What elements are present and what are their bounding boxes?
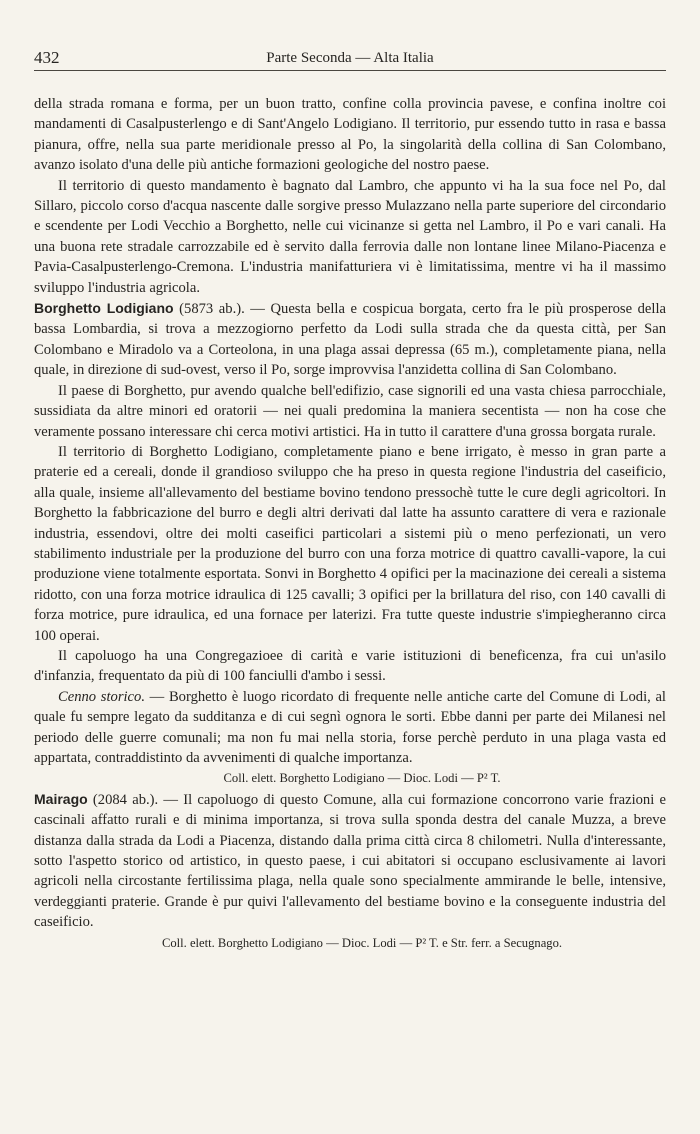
page-number: 432 — [34, 48, 60, 67]
electoral-note: Coll. elett. Borghetto Lodigiano — Dioc. Lodi — P² T. — [223, 771, 501, 786]
running-title: Parte Seconda — Alta Italia — [266, 50, 434, 66]
storico-text: — Borghetto è luogo ricordato di frequente nelle antiche carte del Comune di Lodi, al quale fu sempre legato da sudditanza e di cui segnì ognora le sorti. Ebbe danni per parte dei Milanesi nel periodo delle guerre comunali; ma non fu mai nella storia, forse perchè perduto in una plaga vasta ed appartata, contraddistinto da avvenimenti di qualche importanza. — [34, 688, 666, 766]
entry-heading: Mairago — [34, 790, 88, 807]
entry-text: (5873 ab.). — Questa bella e cospicua borgata, certo fra le più prosperose della bassa Lombardia, si trova a mezzogiorno perfetto da Lodi sulla strada che da questa città, per San Colombano e Miradolo va a Corteolona, in una plaga assai depressa (65 m.), completamente piana, nella quale, in direzione di sud-ovest, verso il Po, sorge improvvisa l'anzidetta collina di San Colombano. — [34, 301, 666, 379]
paragraph-paese: Il paese di Borghetto, pur avendo qualche bell'edifizio, case signorili ed una vasta chiesa parrocchiale, sussidiata da altre minori ed oratorii — nei quali predomina la maniera secentista — non ha cose che veramente possano interessare chi cerca motivi artistici. Ha in tutto il carattere d'una grossa borgata rurale. — [34, 382, 666, 440]
page-header — [34, 44, 666, 71]
entry-heading: Borghetto Lodigiano — [34, 300, 174, 317]
page-body — [34, 94, 666, 953]
paragraph-storico — [34, 687, 666, 769]
storico-label: Cenno storico. — [58, 688, 145, 705]
paragraph-industria: Il territorio di Borghetto Lodigiano, completamente piano e bene irrigato, è messo in gran parte a praterie ed a cereali, donde il grandioso sviluppo che ha preso in questa regione l'industria del caseificio, alla quale, insieme all'allevamento del bestiame bovino tendono pressochè tutte le cure degli agricoltori. In Borghetto la fabbricazione del burro e degli altri derivati dal latte ha assunto carattere di vera e razionale industria, essendovi, oltre dei molti caseifici particolari a sistemi più o meno perfezionati, un vero stabilimento industriale per la produzione del burro con una forza motrice di quattro cavalli-vapore, la cui produzione viene totalmente esportata. Sonvi in Borghetto 4 opifici per la macinazione dei cereali a sistema ridotto, con una forza motrice idraulica di 125 cavalli; 3 opifici per la brillatura del riso, con 140 cavalli di forza motrice, pure idraulica, ed una fornace per laterizi. Fra tutte queste industrie s'impiegheranno circa 100 operai. — [34, 443, 666, 644]
entry-borghetto — [34, 298, 666, 381]
electoral-note: Coll. elett. Borghetto Lodigiano — Dioc. Lodi — P² T. e Str. ferr. a Secugnago. — [161, 935, 563, 950]
paragraph-beneficenza: Il capoluogo ha una Congregazioee di carità e varie istituzioni di beneficenza, fra cui un'asilo d'infanzia, frequentato da più di 100 fanciulli d'ambo i sessi. — [34, 647, 666, 685]
entry-mairago — [34, 789, 666, 933]
entry-text: (2084 ab.). — Il capoluogo di questo Comune, alla cui formazione concorrono varie frazioni e cascinali affatto rurali e di minima importanza, si trova sulla sponda destra del canale Muzza, a breve distanza dalla strada da Lodi a Piacenza, distando dalla prima città circa 8 chilometri. Nulla d'interessante, sotto l'aspetto storico od artistico, in questo paese, i cui abitatori si occupano esclusivamente ai lavori agricoli nella circostante fertilissima plaga, nella quale sono specialmente ammirande le belle, intensive, verdeggianti praterie. Grande è pur quivi l'allevamento del bestiame bovino e la conseguente industria del caseificio. — [34, 791, 666, 931]
paragraph-territory: Il territorio di questo mandamento è bagnato dal Lambro, che appunto vi ha la sua foce nel Po, dal Sillaro, piccolo corso d'acqua nascente dalle sorgive presso Mulazzano nella parte superiore del circondario e scendente per Lodi Vecchio a Borghetto, nelle cui vicinanze si getta nel Lambro, il Po e vari canali. Ha una buona rete stradale carrozzabile ed è servito dalla ferrovia dalle non lontane linee Milano-Piacenza e Pavia-Casalpusterlengo-Cremona. L'industria manifatturiera vi è limitatissima, mentre vi ha il massimo sviluppo l'industria agricola. — [34, 177, 666, 296]
paragraph-continued: della strada romana e forma, per un buon tratto, confine colla provincia pavese, e confina inoltre coi mandamenti di Casalpusterlengo e di Sant'Angelo Lodigiano. Il territorio, pur essendo tutto in rasa e bassa pianura, offre, nella sua parte meridionale presso al Po, la singolarità della collina di San Colombano, avanzo isolato d'una delle più antiche formazioni geologiche del nostro paese. — [34, 96, 666, 174]
